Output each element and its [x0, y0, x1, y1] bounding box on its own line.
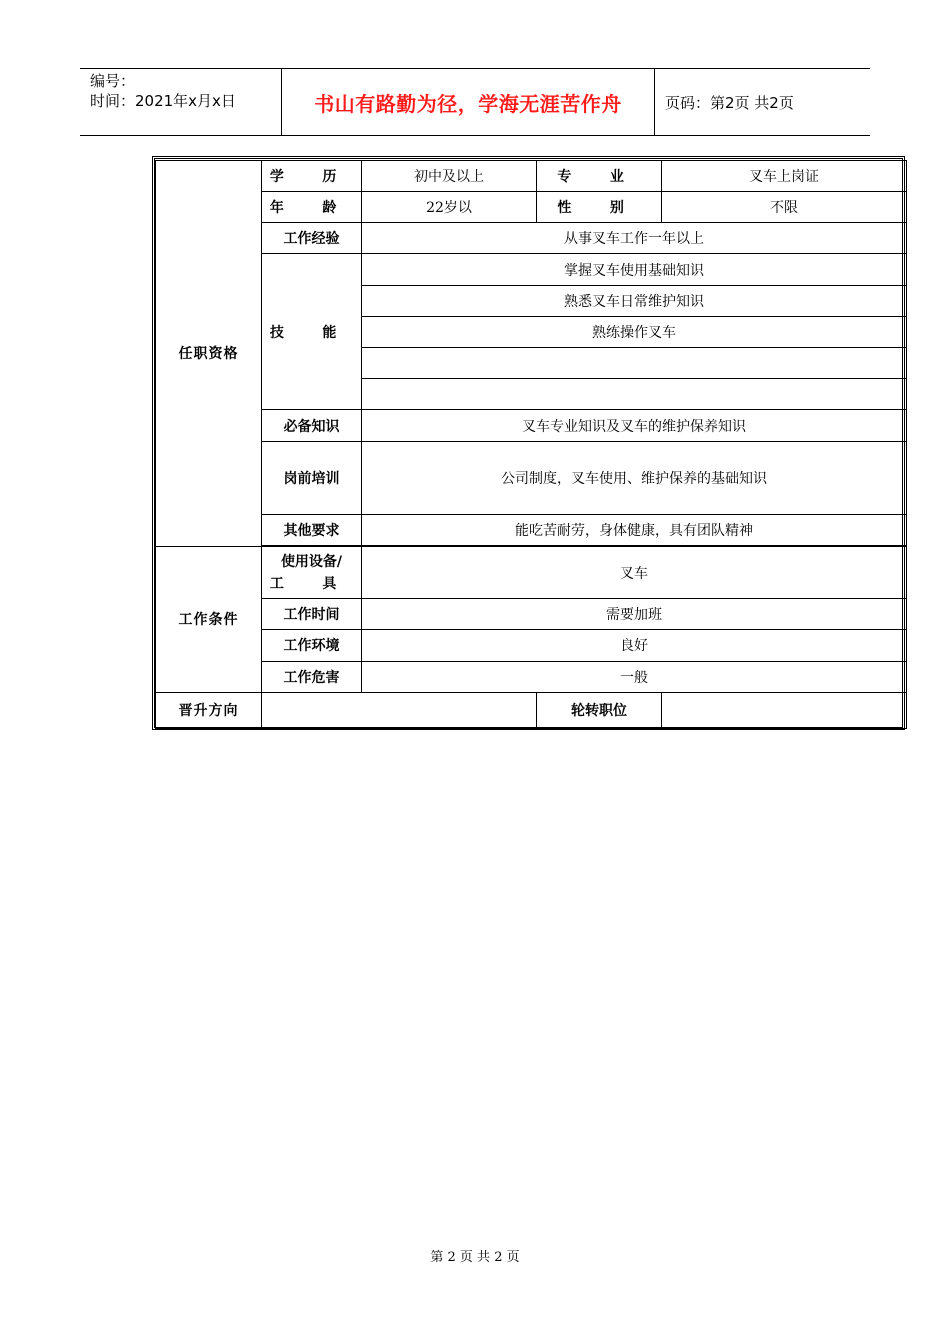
promotion-value [262, 692, 537, 728]
age-label: 年 龄 [262, 192, 362, 223]
work-time-value: 需要加班 [362, 599, 907, 630]
knowledge-label: 必备知识 [262, 410, 362, 442]
rotation-value [662, 692, 907, 728]
table-row [156, 692, 907, 728]
other-requirements-value: 能吃苦耐劳，身体健康，具有团队精神 [362, 514, 907, 545]
table-row [156, 661, 907, 692]
major-label: 专 业 [537, 161, 662, 192]
table-row [156, 254, 907, 285]
header-page-number: 页码：第2页 共2页 [665, 94, 794, 112]
other-requirements-label: 其他要求 [262, 514, 362, 545]
rotation-label: 轮转职位 [537, 692, 662, 728]
gender-label: 性 别 [537, 192, 662, 223]
table-row [156, 514, 907, 545]
skill-item-4 [362, 347, 907, 378]
experience-value: 从事叉车工作一年以上 [362, 223, 907, 254]
table-row [156, 161, 907, 192]
conditions-section-label: 工作条件 [156, 546, 262, 692]
header-divider-2 [654, 68, 655, 136]
work-environment-value: 良好 [362, 630, 907, 661]
document-time-label: 时间：2021年x月x日 [90, 92, 236, 110]
table-row [156, 410, 907, 442]
training-value: 公司制度，叉车使用、维护保养的基础知识 [362, 442, 907, 514]
skill-item-1: 掌握叉车使用基础知识 [362, 254, 907, 285]
equipment-label [262, 546, 362, 598]
work-environment-label: 工作环境 [262, 630, 362, 661]
qualification-section-label: 任职资格 [156, 161, 262, 547]
major-value: 叉车上岗证 [662, 161, 907, 192]
table-row [156, 223, 907, 254]
skill-item-2: 熟悉叉车日常维护知识 [362, 285, 907, 316]
gender-value: 不限 [662, 192, 907, 223]
skill-item-5 [362, 379, 907, 410]
header-meta [90, 71, 236, 111]
table-row [156, 599, 907, 630]
education-value: 初中及以上 [362, 161, 537, 192]
work-hazard-value: 一般 [362, 661, 907, 692]
table-row [156, 192, 907, 223]
knowledge-value: 叉车专业知识及叉车的维护保养知识 [362, 410, 907, 442]
page-footer: 第 2 页 共 2 页 [430, 1250, 520, 1265]
equipment-value: 叉车 [362, 546, 907, 598]
experience-label: 工作经验 [262, 223, 362, 254]
job-requirements-table [155, 160, 907, 729]
equipment-label-line-1: 使用设备/ [280, 553, 343, 570]
work-time-label: 工作时间 [262, 599, 362, 630]
training-label: 岗前培训 [262, 442, 362, 514]
document-number-label: 编号： [90, 72, 136, 90]
skills-label: 技 能 [262, 254, 362, 410]
table-row [156, 630, 907, 661]
education-label: 学 历 [262, 161, 362, 192]
table-row [156, 546, 907, 598]
table-row [156, 442, 907, 514]
header-motto: 书山有路勤为径，学海无涯苦作舟 [314, 91, 622, 116]
promotion-label: 晋升方向 [156, 692, 262, 728]
skill-item-3: 熟练操作叉车 [362, 316, 907, 347]
equipment-label-line-2: 工 具 [269, 575, 354, 592]
work-hazard-label: 工作危害 [262, 661, 362, 692]
age-value: 22岁以 [362, 192, 537, 223]
